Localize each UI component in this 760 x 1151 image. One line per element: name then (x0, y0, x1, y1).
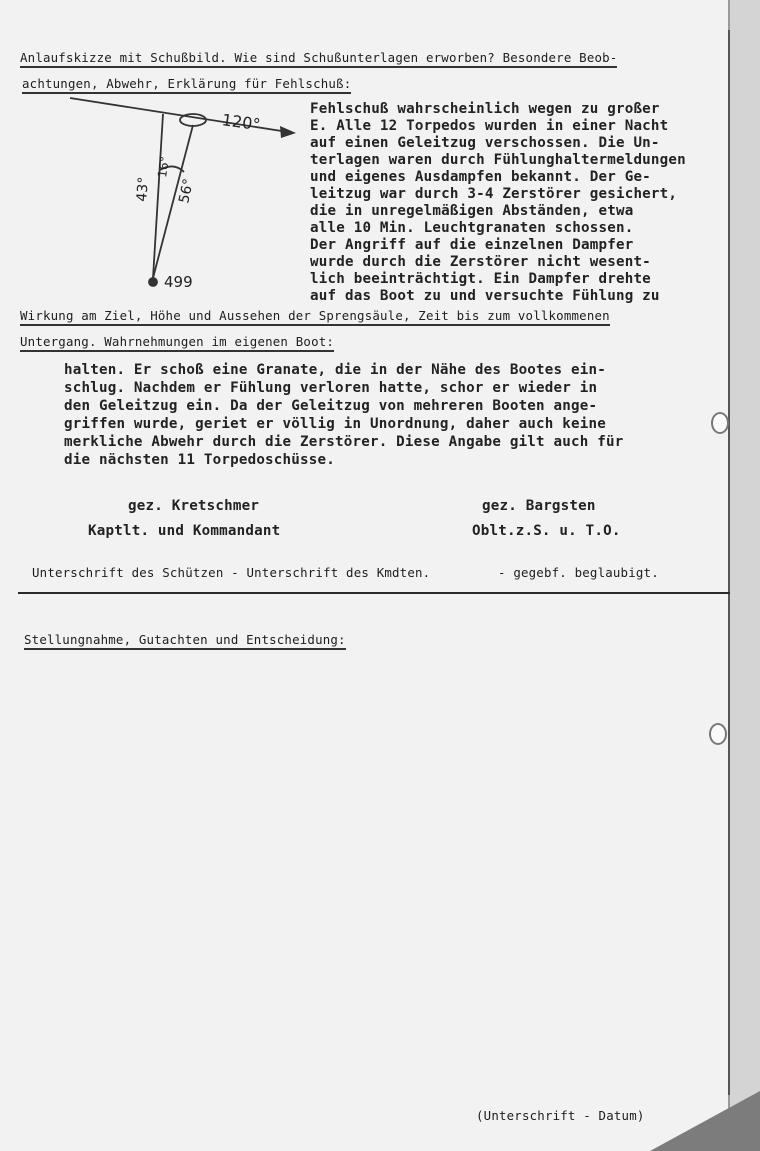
punch-hole-lower (709, 723, 727, 745)
explanation-line: und eigenes Ausdampfen bekannt. Der Ge- (310, 169, 651, 185)
explanation-line: Fehlschuß wahrscheinlich wegen zu großer (310, 101, 660, 117)
signature-left-rank: Kaptlt. und Kommandant (88, 523, 281, 539)
decision-label: Stellungnahme, Gutachten und Entscheidung: (24, 632, 346, 650)
signature-caption-right: - gegebf. beglaubigt. (498, 565, 659, 580)
signature-right-name: gez. Bargsten (482, 498, 596, 514)
explanation-line: terlagen waren durch Fühlunghaltermeldungen (310, 152, 686, 168)
course-arrowhead (280, 126, 296, 138)
page-corner-shadow (650, 1091, 760, 1151)
range-label: 499 (164, 273, 193, 291)
footer-signature-date-label: (Unterschrift - Datum) (476, 1108, 645, 1123)
punch-hole-upper (711, 412, 729, 434)
page-edge-line (728, 30, 730, 1095)
explanation-line: E. Alle 12 Torpedos wurden in einer Nacht (310, 118, 669, 134)
header-label-line1: Anlaufskizze mit Schußbild. Wie sind Schußunterlagen erworben? Besondere Beob- (20, 50, 617, 68)
continuation-line: die nächsten 11 Torpedoschüsse. (64, 452, 335, 468)
explanation-line: lich beeinträchtigt. Ein Dampfer drehte (310, 271, 651, 287)
signature-left-name: gez. Kretschmer (128, 498, 260, 514)
continuation-line: den Geleitzug ein. Da der Geleitzug von mehreren Booten ange- (64, 398, 598, 414)
signature-right-rank: Oblt.z.S. u. T.O. (472, 523, 621, 539)
angle-label-mid: 16° (155, 155, 172, 179)
effect-label-line2: Untergang. Wahrnehmungen im eigenen Boot: (20, 334, 334, 352)
course-label: 120° (220, 110, 262, 135)
attack-sketch (60, 92, 310, 302)
scan-margin (730, 0, 760, 1151)
explanation-line: leitzug war durch 3-4 Zerstörer gesichert, (310, 186, 678, 202)
torpedo-track-left (153, 114, 163, 278)
explanation-line: die in unregelmäßigen Abständen, etwa (310, 203, 634, 219)
continuation-line: merkliche Abwehr durch die Zerstörer. Diese Angabe gilt auch für (64, 434, 624, 450)
uboat-position-icon (149, 278, 157, 286)
signature-caption-left: Unterschrift des Schützen - Unterschrift des Kmdten. (32, 565, 431, 580)
effect-label-line1: Wirkung am Ziel, Höhe und Aussehen der Sprengsäule, Zeit bis zum vollkommenen (20, 308, 610, 326)
continuation-line: schlug. Nachdem er Fühlung verloren hatte, schor er wieder in (64, 380, 598, 396)
explanation-line: auf einen Geleitzug verschossen. Die Un- (310, 135, 660, 151)
continuation-line: halten. Er schoß eine Granate, die in der Nähe des Bootes ein- (64, 362, 606, 378)
explanation-line: auf das Boot zu und versuchte Fühlung zu (310, 288, 660, 304)
explanation-line: wurde durch die Zerstörer nicht wesent- (310, 254, 651, 270)
section-divider (18, 592, 730, 594)
target-ship-icon (180, 114, 206, 126)
angle-label-right: 56° (176, 177, 198, 205)
header-label-line2: achtungen, Abwehr, Erklärung für Fehlschuß: (22, 76, 351, 94)
explanation-line: alle 10 Min. Leuchtgranaten schossen. (310, 220, 634, 236)
angle-label-left: 43° (134, 176, 153, 203)
continuation-line: griffen wurde, geriet er völlig in Unordnung, daher auch keine (64, 416, 606, 432)
explanation-line: Der Angriff auf die einzelnen Dampfer (310, 237, 634, 253)
